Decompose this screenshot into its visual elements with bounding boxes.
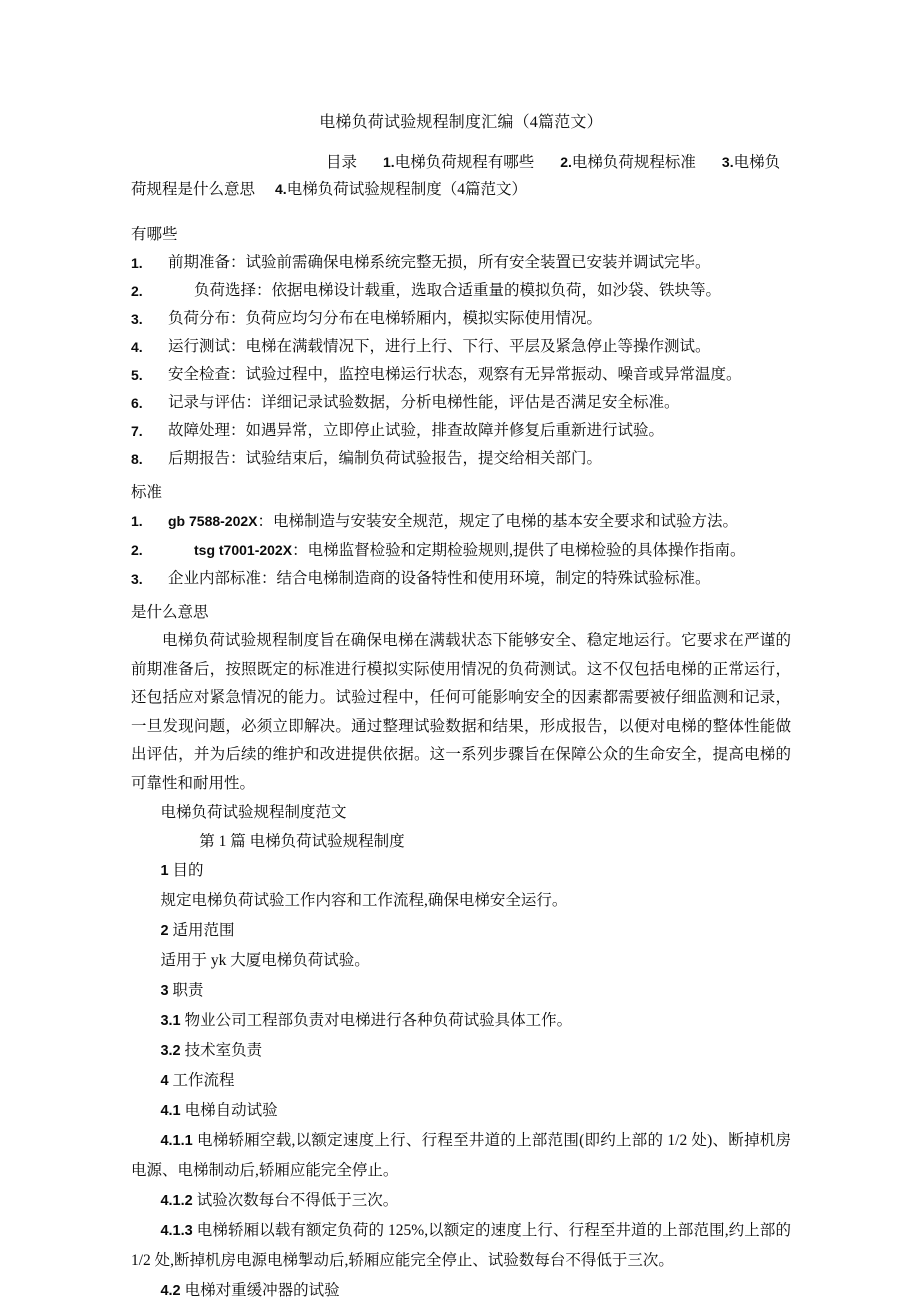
list-item-text: 安全检查：试验过程中，监控电梯运行状态，观察有无异常振动、噪音或异常温度。: [168, 366, 742, 383]
toc-label: 目录: [326, 154, 358, 171]
clause-number: 4: [160, 1073, 169, 1089]
clause-row: [131, 976, 791, 1006]
clause-text: 工作流程: [172, 1072, 235, 1089]
clause-number: 4.1.2: [160, 1193, 193, 1209]
clause-text: 目的: [172, 862, 204, 879]
toc-item-4-number: 4.: [275, 181, 287, 197]
toc-item-1-number: 1.: [383, 154, 395, 170]
clause-text: 电梯对重缓冲器的试验: [184, 1282, 340, 1299]
list-item-text: 负荷分布：负荷应均匀分布在电梯轿厢内，模拟实际使用情况。: [168, 310, 603, 327]
list-item-text: ：电梯监督检验和定期检验规则,提供了电梯检验的具体操作指南。: [292, 542, 746, 559]
list-item: [131, 565, 791, 593]
clause-number: 2: [160, 923, 169, 939]
toc-item-2-number: 2.: [560, 154, 572, 170]
list-item: [131, 445, 791, 473]
clause-row: [131, 1216, 791, 1276]
clause-row: [131, 1006, 791, 1036]
list-item: [131, 249, 791, 277]
section-heading-howmany: 有哪些: [131, 226, 178, 243]
sample-chapter-title: 第 1 篇 电梯负荷试验规程制度: [199, 833, 405, 850]
clause-text: 适用于 yk 大厦电梯负荷试验。: [160, 952, 370, 969]
toc-item-3-number: 3.: [721, 154, 734, 170]
clause-number: 4.2: [160, 1283, 181, 1299]
clause-text: 电梯轿厢空载,以额定速度上行、行程至井道的上部范围(即约上部的 1/2 处)、断掉机房电源、电梯制动后,轿厢应能完全停止。: [131, 1132, 791, 1179]
list-item-number: 4.: [131, 339, 143, 355]
clause-row: [131, 1036, 791, 1066]
list-item-text: 企业内部标准：结合电梯制造商的设备特性和使用环境，制定的特殊试验标准。: [168, 570, 711, 587]
list-item-number: 2.: [131, 283, 143, 299]
clause-row: [131, 1276, 791, 1302]
clause-text: 规定电梯负荷试验工作内容和工作流程,确保电梯安全运行。: [160, 892, 568, 909]
clause-text: 职责: [172, 982, 204, 999]
section-heading-standards: 标准: [131, 484, 163, 501]
clause-row: [131, 1096, 791, 1126]
list-item-number: 5.: [131, 367, 143, 383]
list-item-number: 3.: [131, 311, 143, 327]
list-item-text: 前期准备：试验前需确保电梯系统完整无损，所有安全装置已安装并调试完毕。: [168, 254, 711, 271]
list-item-number: 1.: [131, 255, 143, 271]
sample-collection-title: 电梯负荷试验规程制度范文: [160, 804, 347, 821]
table-of-contents: [131, 149, 791, 203]
clause-number: 4.1.1: [160, 1133, 193, 1149]
list-item: [131, 305, 791, 333]
toc-item-2-text[interactable]: 电梯负荷规程标准: [571, 154, 696, 171]
clause-text: 电梯自动试验: [184, 1102, 278, 1119]
list-standards: [131, 507, 791, 593]
list-item-text: 记录与评估：详细记录试验数据，分析电梯性能，评估是否满足安全标准。: [168, 394, 680, 411]
list-item: [131, 536, 791, 565]
toc-item-1-text[interactable]: 电梯负荷规程有哪些: [394, 154, 535, 171]
clause-number: 3.2: [160, 1043, 181, 1059]
clause-number: 4.1: [160, 1103, 181, 1119]
clause-number: 3: [160, 983, 169, 999]
meaning-paragraph: 电梯负荷试验规程制度旨在确保电梯在满载状态下能够安全、稳定地运行。它要求在严谨的前期准备后，按照既定的标准进行模拟实际使用情况的负荷测试。这不仅包括电梯的正常运行，还包括应对紧急情况的能力。试验过程中，任何可能影响安全的因素都需要被仔细监测和记录，一旦发现问题，必须立即解决。通过整理试验数据和结果，形成报告，以便对电梯的整体性能做出评估，并为后续的维护和改进提供依据。这一系列步骤旨在保障公众的生命安全，提高电梯的可靠性和耐用性。: [131, 632, 791, 792]
list-item-number: 2.: [131, 542, 143, 558]
list-item: [131, 389, 791, 417]
clause-text: 技术室负责: [184, 1042, 263, 1059]
clause-text: 电梯轿厢以载有额定负荷的 125%,以额定的速度上行、行程至井道的上部范围,约上部的 1/2 处,断掉机房电源电梯掣动后,轿厢应能完全停止、试验数每台不得低于三次。: [131, 1222, 791, 1269]
list-item-text: 运行测试：电梯在满载情况下，进行上行、下行、平层及紧急停止等操作测试。: [168, 338, 711, 355]
page-title: 电梯负荷试验规程制度汇编（4篇范文）: [319, 114, 603, 131]
clause-text: 适用范围: [172, 922, 235, 939]
clause-row: [131, 1126, 791, 1186]
clause-number: 3.1: [160, 1013, 181, 1029]
clause-text: 试验次数每台不得低于三次。: [196, 1192, 399, 1209]
list-item-text: 故障处理：如遇异常，立即停止试验，排查故障并修复后重新进行试验。: [168, 422, 665, 439]
list-item-number: 1.: [131, 513, 143, 529]
document-body: [131, 108, 791, 1302]
clause-row: [131, 1186, 791, 1216]
list-procedures: [131, 249, 791, 473]
clause-row: [131, 946, 791, 976]
list-item: [131, 277, 791, 305]
toc-item-3-text[interactable]: 电梯负荷规程是什么意思: [131, 154, 781, 198]
list-item: [131, 333, 791, 361]
toc-item-4-text[interactable]: 电梯负荷试验规程制度（4篇范文）: [286, 181, 527, 198]
clause-row: [131, 856, 791, 886]
list-item: [131, 417, 791, 445]
list-item-number: 3.: [131, 571, 143, 587]
standard-code: tsg t7001-202X: [194, 542, 293, 558]
clause-number: 4.1.3: [160, 1223, 193, 1239]
clause-row: [131, 1066, 791, 1096]
standard-code: gb 7588-202X: [168, 513, 258, 529]
list-item-text: 负荷选择：依据电梯设计载重，选取合适重量的模拟负荷，如沙袋、铁块等。: [194, 282, 722, 299]
list-item: [131, 361, 791, 389]
list-item-text: 后期报告：试验结束后，编制负荷试验报告，提交给相关部门。: [168, 450, 603, 467]
list-item-number: 6.: [131, 395, 143, 411]
clause-row: [131, 916, 791, 946]
clause-text: 物业公司工程部负责对电梯进行各种负荷试验具体工作。: [184, 1012, 573, 1029]
clause-number: 1: [160, 863, 169, 879]
section-heading-meaning: 是什么意思: [131, 604, 209, 621]
list-item-number: 7.: [131, 423, 143, 439]
list-item: [131, 507, 791, 536]
clause-row: [131, 886, 791, 916]
list-item-number: 8.: [131, 451, 143, 467]
list-item-text: ：电梯制造与安装安全规范，规定了电梯的基本安全要求和试验方法。: [257, 513, 739, 530]
